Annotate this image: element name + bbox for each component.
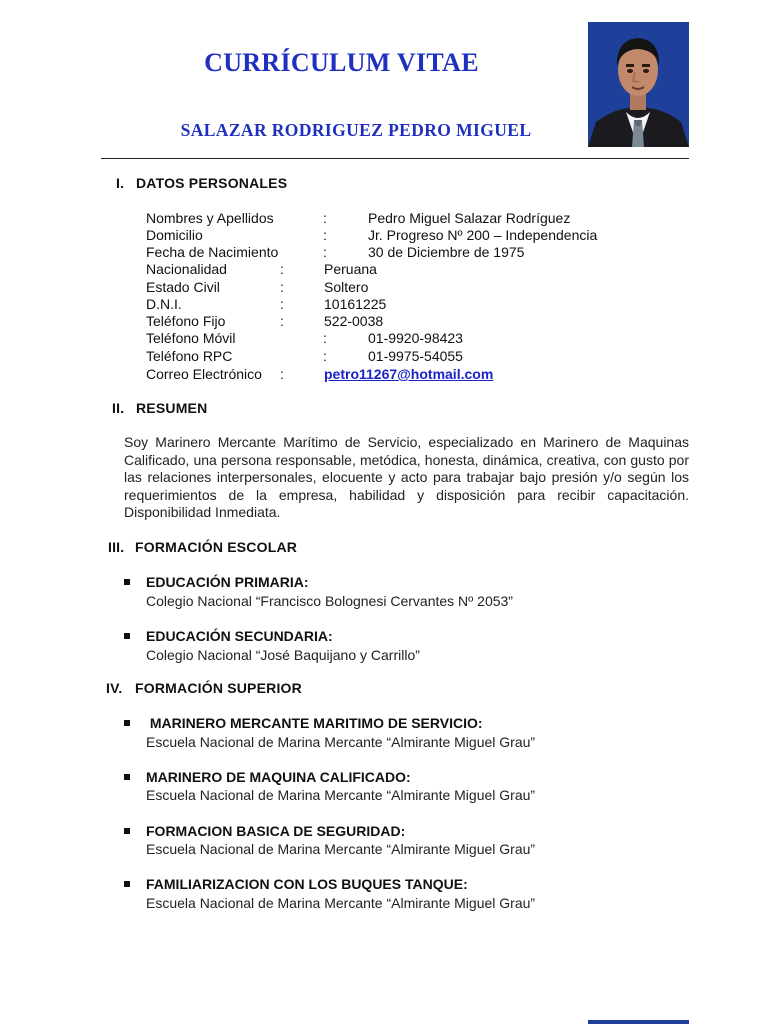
field-colon: : (280, 296, 284, 312)
field-colon: : (323, 227, 327, 243)
field-label: Fecha de Nacimiento (146, 244, 279, 260)
bullet-icon (124, 881, 130, 887)
field-colon: : (323, 348, 327, 364)
field-value: 522-0038 (324, 313, 384, 329)
field-value: 01-9975-54055 (368, 348, 463, 364)
section-personal-heading (116, 175, 287, 191)
field-value: Soltero (324, 279, 369, 295)
section-title: FORMACIÓN ESCOLAR (135, 539, 298, 555)
field-colon: : (323, 244, 327, 260)
list-item-detail: Escuela Nacional de Marina Mercante “Almirante Miguel Grau” (146, 841, 536, 857)
list-item-title: EDUCACIÓN PRIMARIA: (146, 574, 309, 590)
section-number: II. (112, 400, 125, 416)
section-title: FORMACIÓN SUPERIOR (135, 680, 302, 696)
profile-photo (588, 22, 689, 147)
field-colon: : (323, 210, 327, 226)
email-link[interactable]: petro11267@hotmail.com (324, 366, 494, 382)
field-colon: : (323, 330, 327, 346)
bullet-icon (124, 579, 130, 585)
next-page-edge (588, 1020, 689, 1024)
list-item-title: MARINERO DE MAQUINA CALIFICADO: (146, 769, 411, 785)
list-item-detail: Escuela Nacional de Marina Mercante “Almirante Miguel Grau” (146, 734, 536, 750)
list-item-title: FAMILIARIZACION CON LOS BUQUES TANQUE: (146, 876, 468, 892)
field-label: Teléfono RPC (146, 348, 233, 364)
field-value: 01-9920-98423 (368, 330, 463, 346)
field-label: Teléfono Móvil (146, 330, 236, 346)
field-label: Nacionalidad (146, 261, 227, 277)
field-colon: : (280, 261, 284, 277)
list-item-detail: Colegio Nacional “Francisco Bolognesi Cervantes Nº 2053” (146, 593, 513, 609)
field-value: Pedro Miguel Salazar Rodríguez (368, 210, 571, 226)
section-title: DATOS PERSONALES (136, 175, 288, 191)
summary-paragraph: Soy Marinero Mercante Marítimo de Servicio, especializado en Marinero de Maquinas Calificado, una persona responsable, metódica, honesta, dinámica, creativa, con gusto por las relaciones interpersonales, elocuente y acto para trabajar bajo presión y/o según los requerimientos de la empresa, habilidad y disposición para recibir capacitación. Disponibilidad Inmediata. (124, 434, 689, 520)
section-number: IV. (106, 680, 123, 696)
list-item-title: EDUCACIÓN SECUNDARIA: (146, 628, 333, 644)
bullet-icon (124, 633, 130, 639)
list-item-detail: Colegio Nacional “José Baquijano y Carrillo” (146, 647, 420, 663)
bullet-icon (124, 828, 130, 834)
header-divider (101, 158, 689, 159)
section-number: I. (116, 175, 125, 191)
bullet-icon (124, 774, 130, 780)
field-value: 10161225 (324, 296, 387, 312)
list-item-detail: Escuela Nacional de Marina Mercante “Almirante Miguel Grau” (146, 787, 536, 803)
field-value: 30 de Diciembre de 1975 (368, 244, 525, 260)
candidate-name: SALAZAR RODRIGUEZ PEDRO MIGUEL (180, 120, 532, 140)
section-number: III. (108, 539, 125, 555)
field-label: Nombres y Apellidos (146, 210, 274, 226)
field-label: Teléfono Fijo (146, 313, 226, 329)
field-label: D.N.I. (146, 296, 182, 312)
field-value: Jr. Progreso Nº 200 – Independencia (368, 227, 598, 243)
field-colon: : (280, 313, 284, 329)
section-summary-heading (112, 400, 207, 416)
field-label: Domicilio (146, 227, 203, 243)
portrait-image (588, 22, 689, 147)
field-label: Correo Electrónico (146, 366, 262, 382)
field-colon: : (280, 279, 284, 295)
section-higher-heading (106, 680, 302, 696)
bullet-icon (124, 720, 130, 726)
list-item-title: FORMACION BASICA DE SEGURIDAD: (146, 823, 406, 839)
field-colon: : (280, 366, 284, 382)
page-title: CURRÍCULUM VITAE (204, 48, 479, 77)
field-label: Estado Civil (146, 279, 220, 295)
list-item-title: MARINERO MERCANTE MARITIMO DE SERVICIO: (146, 715, 483, 731)
section-school-heading (108, 539, 297, 555)
field-value: Peruana (324, 261, 377, 277)
list-item-detail: Escuela Nacional de Marina Mercante “Almirante Miguel Grau” (146, 895, 536, 911)
section-title: RESUMEN (136, 400, 208, 416)
